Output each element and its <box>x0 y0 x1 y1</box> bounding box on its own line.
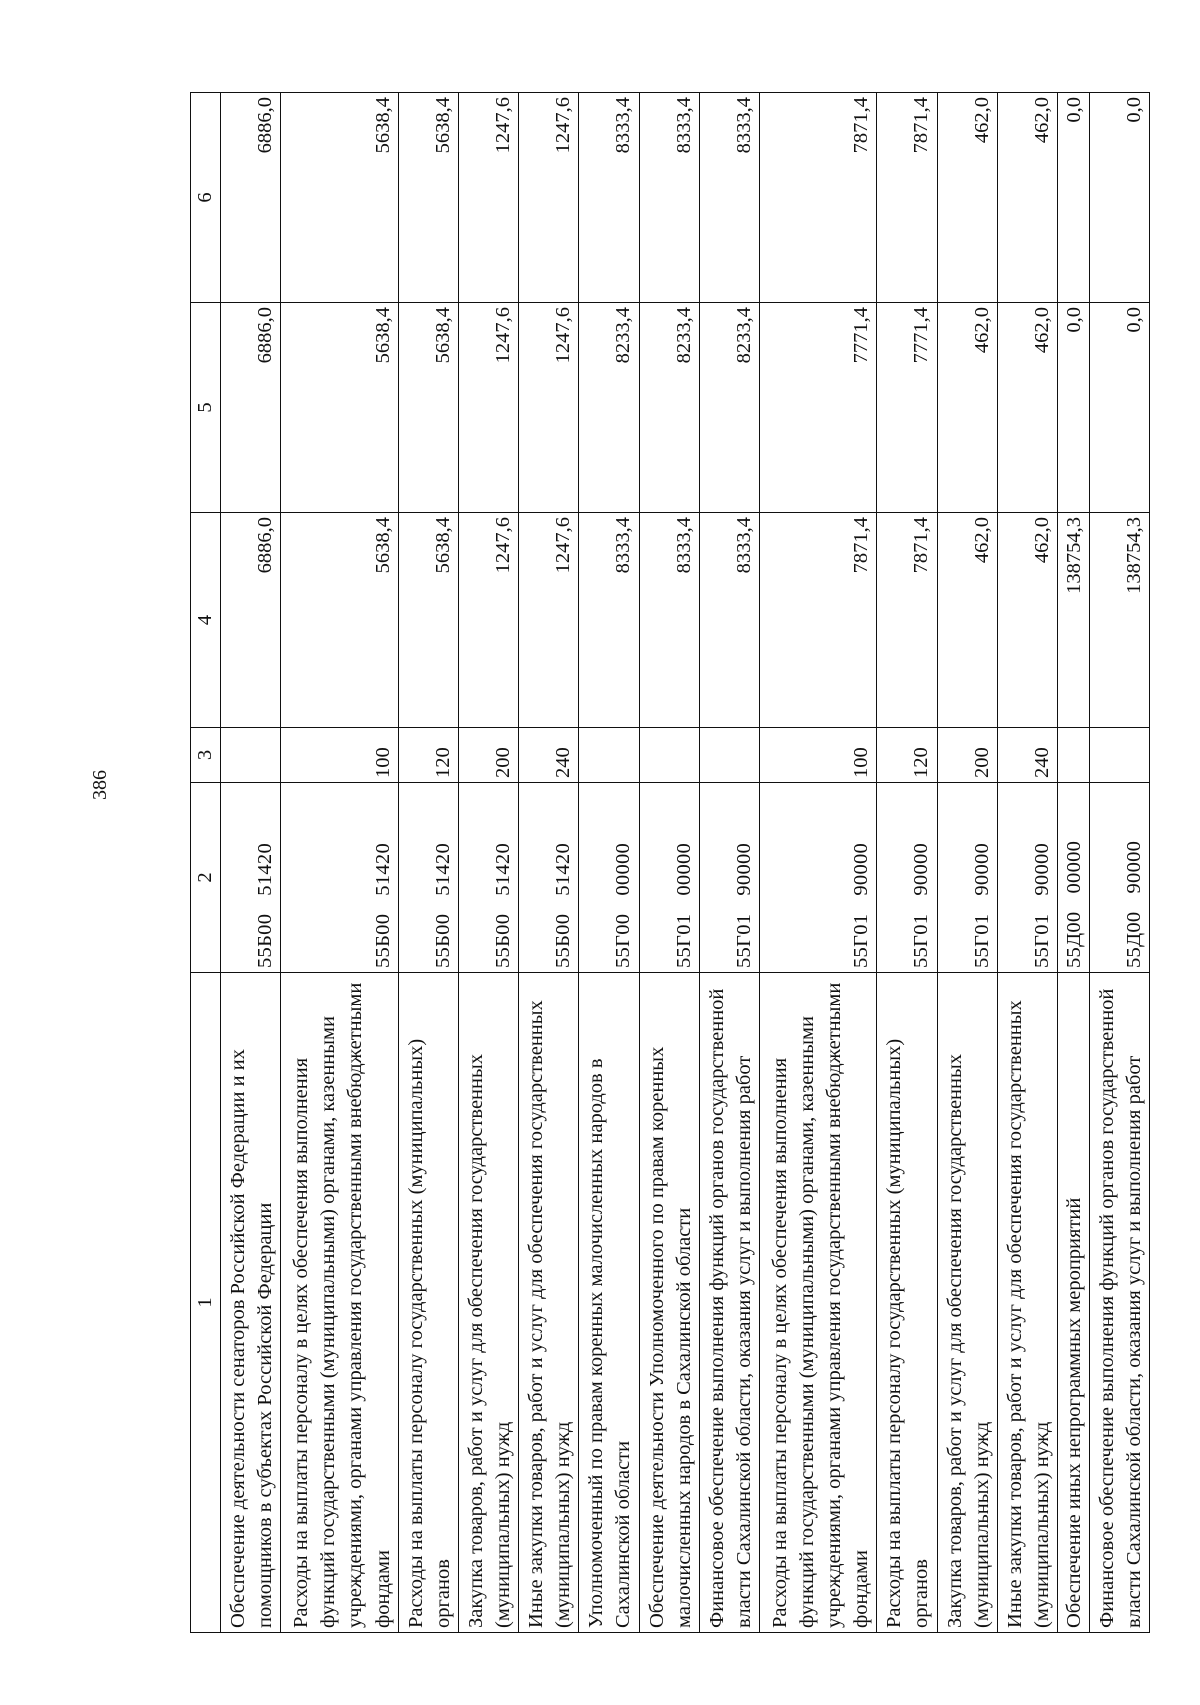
code-direction: 90000 <box>732 842 755 896</box>
table-row <box>221 93 281 1633</box>
row-expense-type <box>699 728 759 783</box>
row-value-col5: 7771,4 <box>877 303 937 513</box>
table-row <box>759 93 876 1633</box>
row-expense-type: 240 <box>519 728 579 783</box>
row-expense-type <box>1089 728 1149 783</box>
row-code <box>398 783 458 973</box>
row-code <box>877 783 937 973</box>
row-value-col6: 7871,4 <box>759 93 876 303</box>
row-code <box>699 783 759 973</box>
table-header-row <box>191 93 221 1633</box>
table-row <box>699 93 759 1633</box>
row-value-col5: 7771,4 <box>759 303 876 513</box>
code-direction: 51420 <box>552 842 575 896</box>
code-direction: 90000 <box>850 842 873 896</box>
page-number: 386 <box>89 770 111 800</box>
table-row <box>579 93 639 1633</box>
row-value-col4: 7871,4 <box>759 513 876 728</box>
row-value-col5: 8233,4 <box>639 303 699 513</box>
row-value-col4: 8333,4 <box>639 513 699 728</box>
row-value-col4: 462,0 <box>937 513 997 728</box>
row-value-col4: 7871,4 <box>877 513 937 728</box>
row-value-col4: 138754,3 <box>1089 513 1149 728</box>
row-expense-type: 100 <box>281 728 398 783</box>
row-value-col4: 6886,0 <box>221 513 281 728</box>
row-value-col6: 462,0 <box>937 93 997 303</box>
row-code <box>281 783 398 973</box>
row-value-col5: 462,0 <box>997 303 1057 513</box>
row-code <box>458 783 518 973</box>
row-expense-type: 200 <box>937 728 997 783</box>
row-expense-type <box>1057 728 1089 783</box>
row-name: Закупка товаров, работ и услуг для обеспечения государственных (муниципальных) нужд <box>937 973 997 1633</box>
row-value-col4: 5638,4 <box>281 513 398 728</box>
table-row <box>519 93 579 1633</box>
row-value-col4: 138754,3 <box>1057 513 1089 728</box>
row-name: Обеспечение деятельности Уполномоченного по правам коренных малочисленных народов в Сахалинской области <box>639 973 699 1633</box>
row-value-col5: 1247,6 <box>458 303 518 513</box>
row-expense-type: 120 <box>877 728 937 783</box>
row-code <box>639 783 699 973</box>
row-value-col6: 6886,0 <box>221 93 281 303</box>
row-value-col4: 8333,4 <box>579 513 639 728</box>
row-value-col4: 8333,4 <box>699 513 759 728</box>
table-row <box>1089 93 1149 1633</box>
row-value-col4: 462,0 <box>997 513 1057 728</box>
row-value-col5: 0,0 <box>1057 303 1089 513</box>
row-name: Обеспечение деятельности сенаторов Российской Федерации и их помощников в субъектах Российской Федерации <box>221 973 281 1633</box>
table-row <box>1057 93 1089 1633</box>
column-header: 4 <box>191 513 221 728</box>
row-expense-type <box>639 728 699 783</box>
row-name: Иные закупки товаров, работ и услуг для обеспечения государственных (муниципальных) нужд <box>519 973 579 1633</box>
row-expense-type: 120 <box>398 728 458 783</box>
row-value-col5: 1247,6 <box>519 303 579 513</box>
row-name: Иные закупки товаров, работ и услуг для обеспечения государственных (муниципальных) нужд <box>997 973 1057 1633</box>
row-expense-type <box>579 728 639 783</box>
code-program: 55Г00 <box>612 913 635 968</box>
row-name: Расходы на выплаты персоналу государственных (муниципальных) органов <box>877 973 937 1633</box>
code-direction: 51420 <box>492 842 514 896</box>
code-program: 55Б00 <box>371 913 394 968</box>
code-direction: 90000 <box>1030 842 1053 896</box>
row-value-col4: 1247,6 <box>519 513 579 728</box>
row-name: Обеспечение иных непрограммных мероприятий <box>1057 973 1089 1633</box>
code-direction: 00000 <box>672 842 695 896</box>
table-row <box>997 93 1057 1633</box>
table-row <box>937 93 997 1633</box>
row-value-col5: 6886,0 <box>221 303 281 513</box>
code-direction: 90000 <box>1122 840 1145 894</box>
code-direction: 90000 <box>910 842 933 896</box>
row-value-col4: 5638,4 <box>398 513 458 728</box>
table-row <box>458 93 518 1633</box>
table-row <box>877 93 937 1633</box>
code-program: 55Г01 <box>1030 913 1053 968</box>
row-value-col6: 462,0 <box>997 93 1057 303</box>
row-value-col6: 0,0 <box>1089 93 1149 303</box>
row-value-col6: 0,0 <box>1057 93 1089 303</box>
table-row <box>281 93 398 1633</box>
code-program: 55Д00 <box>1122 911 1145 968</box>
code-direction: 90000 <box>970 842 993 896</box>
row-value-col6: 8333,4 <box>579 93 639 303</box>
row-value-col5: 8233,4 <box>699 303 759 513</box>
row-value-col6: 1247,6 <box>458 93 518 303</box>
row-value-col5: 462,0 <box>937 303 997 513</box>
row-expense-type: 200 <box>458 728 518 783</box>
column-header: 3 <box>191 728 221 783</box>
code-direction: 51420 <box>371 842 394 896</box>
code-program: 55Г01 <box>850 913 873 968</box>
code-direction: 51420 <box>254 842 277 896</box>
row-expense-type: 100 <box>759 728 876 783</box>
table-row <box>639 93 699 1633</box>
row-code <box>221 783 281 973</box>
row-name: Финансовое обеспечение выполнения функций органов государственной власти Сахалинской области, оказания услуг и выполнения работ <box>699 973 759 1633</box>
row-value-col6: 7871,4 <box>877 93 937 303</box>
row-value-col6: 5638,4 <box>281 93 398 303</box>
table-container <box>190 93 1150 1633</box>
row-value-col5: 0,0 <box>1089 303 1149 513</box>
row-code <box>579 783 639 973</box>
row-expense-type: 240 <box>997 728 1057 783</box>
column-header: 6 <box>191 93 221 303</box>
row-code <box>519 783 579 973</box>
code-program: 55Д00 <box>1062 911 1085 968</box>
code-program: 55Г01 <box>970 913 993 968</box>
column-header: 2 <box>191 783 221 973</box>
row-value-col4: 1247,6 <box>458 513 518 728</box>
code-program: 55Б00 <box>254 913 277 968</box>
row-code <box>1089 783 1149 973</box>
code-program: 55Г01 <box>672 913 695 968</box>
code-direction: 00000 <box>612 842 635 896</box>
budget-table <box>190 92 1150 1633</box>
code-direction: 00000 <box>1062 840 1085 894</box>
code-program: 55Б00 <box>492 913 514 968</box>
row-value-col6: 8333,4 <box>639 93 699 303</box>
code-program: 55Г01 <box>910 913 933 968</box>
row-value-col5: 5638,4 <box>281 303 398 513</box>
column-header: 5 <box>191 303 221 513</box>
row-value-col6: 5638,4 <box>398 93 458 303</box>
row-value-col5: 5638,4 <box>398 303 458 513</box>
row-name: Уполномоченный по правам коренных малочисленных народов в Сахалинской области <box>579 973 639 1633</box>
table-row <box>398 93 458 1633</box>
code-direction: 51420 <box>431 842 454 896</box>
code-program: 55Б00 <box>552 913 575 968</box>
row-code <box>759 783 876 973</box>
row-name: Расходы на выплаты персоналу в целях обеспечения выполнения функций государственными (муниципальными) органами, казенными учреждениями, органами управления государственными внебюджетными фондами <box>759 973 876 1633</box>
row-value-col5: 8233,4 <box>579 303 639 513</box>
column-header: 1 <box>191 973 221 1633</box>
code-program: 55Б00 <box>431 913 454 968</box>
row-value-col6: 1247,6 <box>519 93 579 303</box>
row-name: Расходы на выплаты персоналу государственных (муниципальных) органов <box>398 973 458 1633</box>
row-expense-type <box>221 728 281 783</box>
row-value-col6: 8333,4 <box>699 93 759 303</box>
row-name: Закупка товаров, работ и услуг для обеспечения государственных (муниципальных) нужд <box>458 973 518 1633</box>
row-code <box>1057 783 1089 973</box>
row-code <box>937 783 997 973</box>
row-name: Расходы на выплаты персоналу в целях обеспечения выполнения функций государственными (муниципальными) органами, казенными учреждениями, органами управления государственными внебюджетными фондами <box>281 973 398 1633</box>
row-name: Финансовое обеспечение выполнения функций органов государственной власти Сахалинской области, оказания услуг и выполнения работ <box>1089 973 1149 1633</box>
row-code <box>997 783 1057 973</box>
code-program: 55Г01 <box>732 913 755 968</box>
